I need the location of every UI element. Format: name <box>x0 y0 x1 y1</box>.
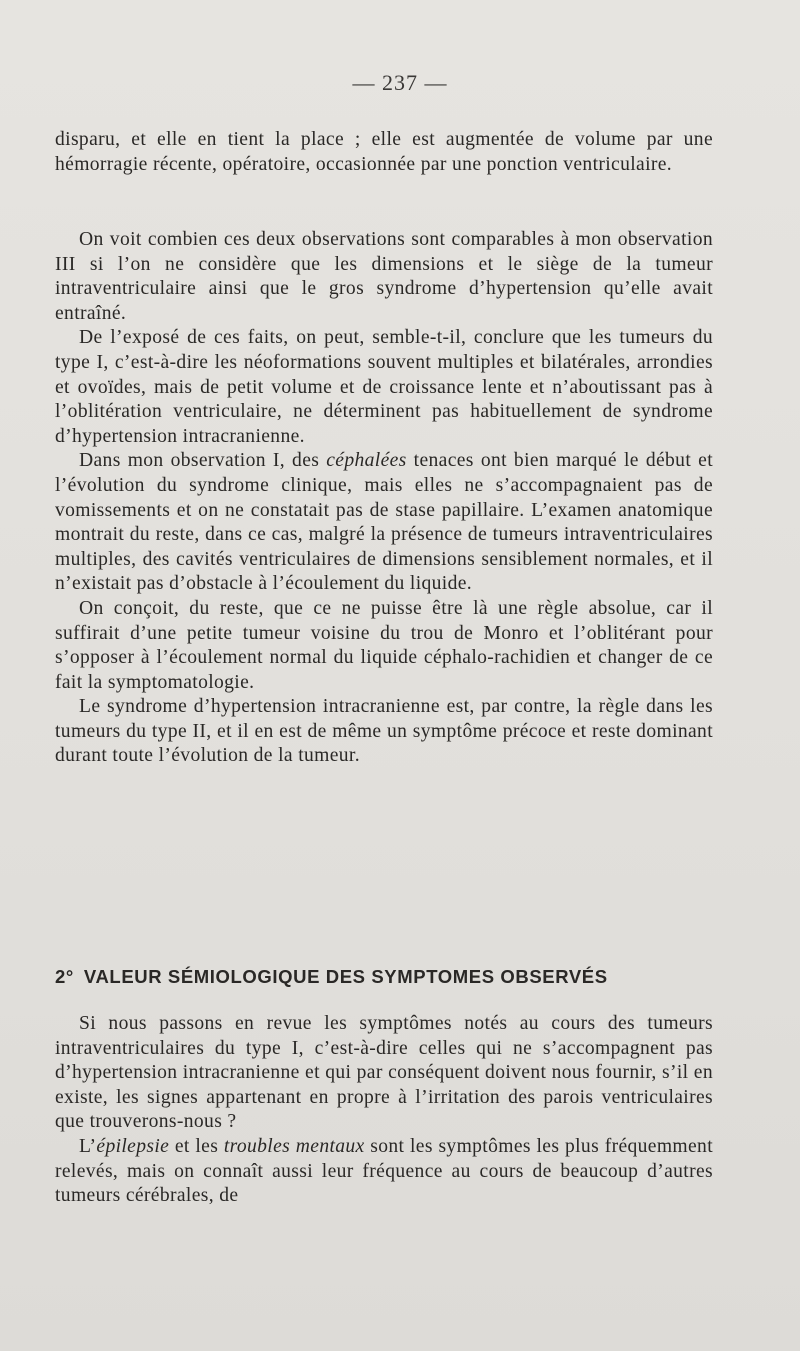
page-number: — 237 — <box>352 70 448 95</box>
section-number: 2° <box>55 966 74 987</box>
section-heading <box>55 966 715 988</box>
paragraph-epilepsy <box>55 1135 713 1209</box>
text-run: sont les symptômes les plus fréquemment relevés, mais on connaît aussi leur fréquence au cours de beaucoup d’autres tumeurs cérébrales, de <box>55 1135 714 1207</box>
text-run: tenaces ont bien marqué le début et l’évolution du syndrome clinique, mais elles ne s’accompagnaient pas de vomissements et on ne constatait pas de stase papillaire. L’examen anatomique montrait du reste, dans ce cas, malgré la présence de tumeurs intraventriculaires multiples, des cavités ventriculaires de dimensions sensiblement normales, et il n’existait pas d’obstacle à l’écoulement du liquide. <box>55 450 713 595</box>
paragraph-continuation: disparu, et elle en tient la place ; elle est augmentée de volume par une hémorragie récente, opératoire, occasionnée par une ponction ventriculaire. <box>55 129 713 175</box>
paragraph-type-one-conclusion: De l’exposé de ces faits, on peut, semble-t-il, conclure que les tumeurs du type I, c’est-à-dire les néoformations souvent multiples et bilatérales, arrondies et ovoïdes, mais de petit volume et de croissance lente et n’aboutissant pas à l’oblitération ventriculaire, ne déterminent pas habituellement de syndrome d’hypertension intracranienne. <box>55 327 713 447</box>
italic-term-troubles-mentaux: troubles mentaux <box>223 1135 365 1157</box>
section-title: VALEUR SÉMIOLOGIQUE DES SYMPTOMES OBSERVÉS <box>83 966 608 987</box>
paragraph-type-two: Le syndrome d’hypertension intracranienne est, par contre, la règle dans les tumeurs du type II, et il en est de même un symptôme précoce et reste dominant durant toute l’évolution de la tumeur. <box>55 696 713 767</box>
text-run: et les <box>169 1135 224 1157</box>
main-text-block <box>55 228 713 769</box>
paragraph-observation-one <box>55 449 713 597</box>
continued-paragraph-block <box>55 128 713 177</box>
italic-term-cephalees: céphalées <box>326 450 407 472</box>
paragraph-monro: On conçoit, du reste, que ce ne puisse être là une règle absolue, car il suffirait d’une petite tumeur voisine du trou de Monro et l’oblitérant pour s’opposer à l’écoulement normal du liquide céphalo-rachidien et changer de ce fait la symptomatologie. <box>55 597 713 693</box>
paragraph-observations: On voit combien ces deux observations sont comparables à mon observation III si l’on ne considère que les dimensions et le siège de la tumeur intraventriculaire ainsi que le gros syndrome d’hypertension qu’elle avait entraîné. <box>55 229 713 324</box>
paragraph-symptoms-review: Si nous passons en revue les symptômes notés au cours des tumeurs intraventriculaires du type I, c’est-à-dire celles qui ne s’accompagnent pas d’hypertension intracranienne et qui par conséquent doivent nous fournir, s’il en existe, les signes appartenant en propre à l’irritation des parois ventriculaires que trouverons-nous ? <box>55 1013 713 1133</box>
section-text-block <box>55 1012 713 1209</box>
italic-term-epilepsie: épilepsie <box>96 1135 170 1157</box>
text-run: Dans mon observation I, des <box>79 450 327 472</box>
text-run: L’ <box>79 1135 97 1157</box>
